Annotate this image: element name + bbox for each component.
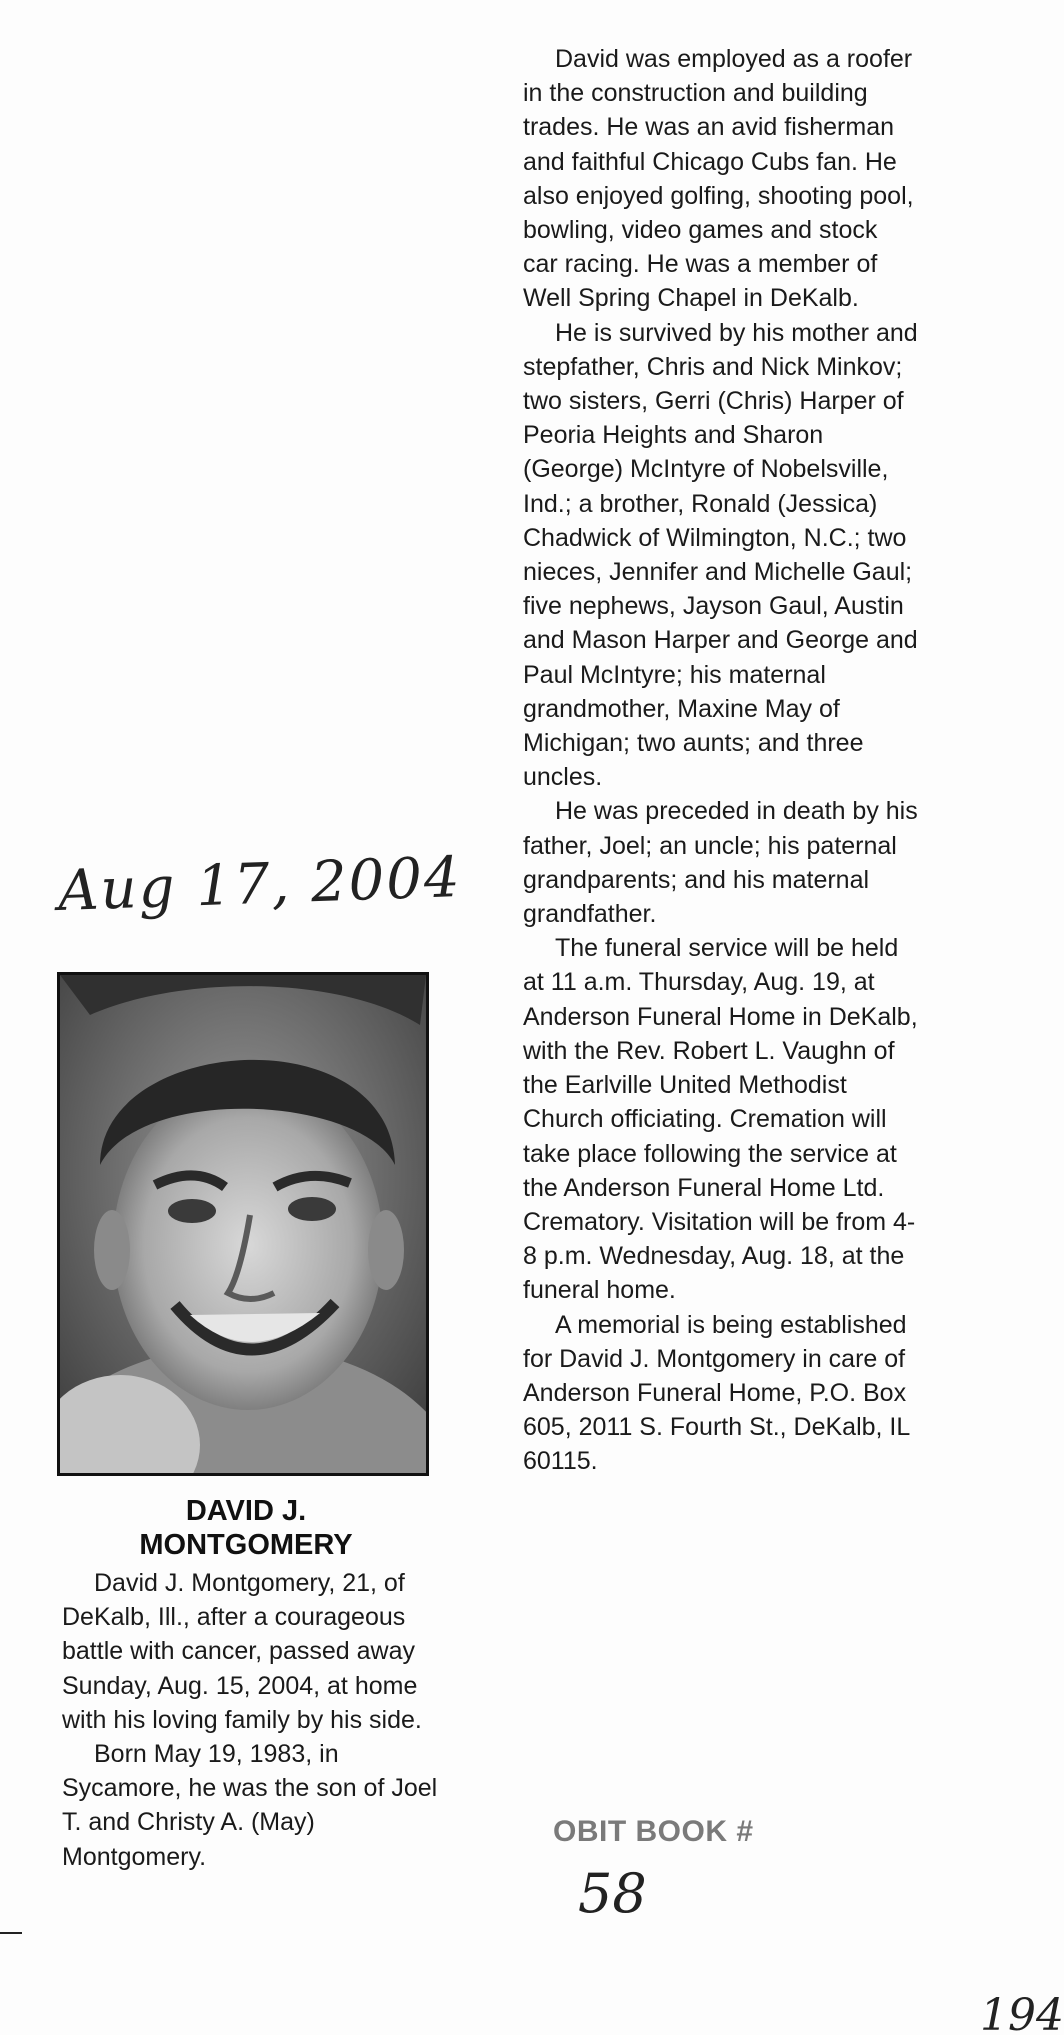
obituary-left-column [62, 1566, 442, 1874]
edge-mark [0, 1932, 22, 1934]
heading-line-1: DAVID J. [185, 1495, 307, 1527]
handwritten-date: Aug 17, 2004 [56, 844, 463, 925]
portrait-photo [57, 972, 429, 1476]
paragraph-survivors: He is survived by his mother and stepfather, Chris and Nick Minkov; two sisters, Gerri (Chris) Harper of Peoria Heights and Sharon (George) McIntyre of Nobelsville, Ind.; a brother, Ronald (Jessica) Chadwick of Wilmington, N.C.; two nieces, Jennifer and Michelle Gaul; five nephews, Jayson Gaul, Austin and Mason Harper and George and Paul McIntyre; his maternal grandmother, Maxine May of Michigan; two aunts; and three uncles. [523, 318, 918, 792]
portrait-image [60, 975, 426, 1473]
obituary-name-heading [57, 1494, 435, 1562]
obit-book-number: 58 [578, 1862, 647, 1925]
paragraph-preceded: He was preceded in death by his father, Joel; an uncle; his paternal grandparents; and his maternal grandfather. [523, 797, 918, 929]
paragraph-funeral-service: The funeral service will be held at 11 a.m. Thursday, Aug. 19, at Anderson Funeral Home in DeKalb, with the Rev. Robert L. Vaughn of the Earlville United Methodist Church officiating. Cremation will take place following the service at the Anderson Funeral Home Ltd. Crematory. Visitation will be from 4-8 p.m. Wednesday, Aug. 18, at the funeral home. [523, 934, 918, 1305]
paragraph-employment: David was employed as a roofer in the construction and building trades. He was an avid fisherman and faithful Chicago Cubs fan. He also enjoyed golfing, shooting pool, bowling, video games and stock car racing. He was a member of Well Spring Chapel in DeKalb. [523, 45, 914, 313]
paragraph-memorial: A memorial is being established for David J. Montgomery in care of Anderson Funeral Home, P.O. Box 605, 2011 S. Fourth St., DeKalb, IL 60115. [523, 1310, 910, 1476]
handwritten-page-number: 194 [980, 1990, 1064, 2041]
heading-line-2: MONTGOMERY [139, 1529, 353, 1561]
paragraph-birth: Born May 19, 1983, in Sycamore, he was the son of Joel T. and Christy A. (May) Montgomery. [62, 1740, 438, 1871]
obit-book-stamp: OBIT BOOK # [553, 1815, 754, 1848]
obituary-right-column [523, 42, 918, 1479]
paragraph-death-notice: David J. Montgomery, 21, of DeKalb, Ill., after a courageous battle with cancer, passed away Sunday, Aug. 15, 2004, at home with his loving family by his side. [62, 1569, 422, 1734]
